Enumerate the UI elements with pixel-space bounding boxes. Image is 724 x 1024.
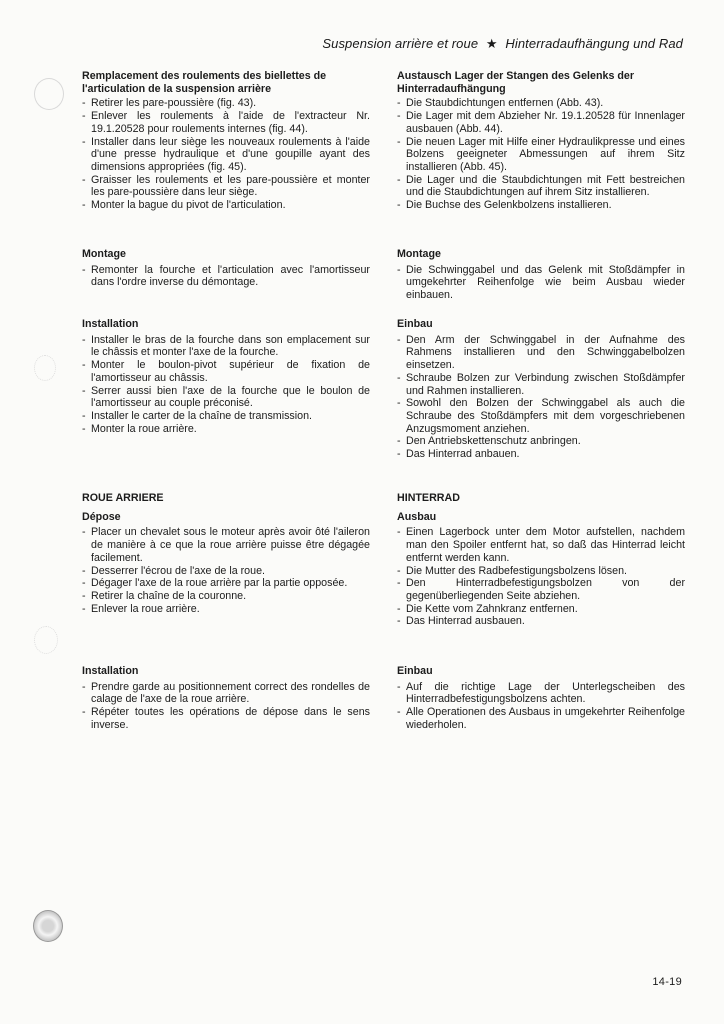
list-item: - Placer un chevalet sous le moteur après avoir ôté l'aileron de manière à ce que la roue arrière puisse être dégagée facilement. bbox=[82, 526, 370, 564]
list-item: - Die Lager mit dem Abzieher Nr. 19.1.20528 für Innenlager ausbauen (Abb. 44). bbox=[397, 110, 685, 135]
list-item: - Das Hinterrad anbauen. bbox=[397, 448, 685, 461]
step-list bbox=[397, 681, 685, 732]
punch-hole-mark bbox=[34, 626, 58, 654]
list-item: - Schraube Bolzen zur Verbindung zwischen Stoßdämpfer und Rahmen installieren. bbox=[397, 372, 685, 397]
list-item: - Dégager l'axe de la roue arrière par la partie opposée. bbox=[82, 577, 370, 590]
list-item: - Installer le bras de la fourche dans son emplacement sur le châssis et monter l'axe de la fourche. bbox=[82, 334, 370, 359]
section-heading: Montage bbox=[82, 248, 126, 260]
list-item: - Serrer aussi bien l'axe de la fourche que le boulon de l'amortisseur au couple préconisé. bbox=[82, 385, 370, 410]
list-item: - Den Hinterradbefestigungsbolzen von der gegenüberliegenden Seite abziehen. bbox=[397, 577, 685, 602]
section-montage-de bbox=[397, 248, 685, 302]
section-title: HINTERRAD bbox=[397, 492, 460, 504]
step-list bbox=[397, 526, 685, 628]
step-list bbox=[82, 334, 370, 436]
list-item: - Monter la roue arrière. bbox=[82, 423, 370, 436]
section-bearing-replacement-de bbox=[397, 70, 685, 212]
list-item: - Monter la bague du pivot de l'articulation. bbox=[82, 199, 370, 212]
list-item: - Graisser les roulements et les pare-poussière et monter les pare-poussière dans leur siège. bbox=[82, 174, 370, 199]
list-item: - Sowohl den Bolzen der Schwinggabel als auch die Schraube des Stoßdämpfers mit dem vorgeschriebenen Anzugsmoment anziehen. bbox=[397, 397, 685, 435]
list-item: - Retirer les pare-poussière (fig. 43). bbox=[82, 97, 370, 110]
section-heading: Dépose bbox=[82, 510, 121, 523]
punch-hole-mark bbox=[34, 78, 64, 110]
running-header bbox=[322, 36, 683, 52]
step-list bbox=[82, 97, 370, 211]
list-item: - Das Hinterrad ausbauen. bbox=[397, 615, 685, 628]
list-item: - Den Arm der Schwinggabel in der Aufnahme des Rahmens installieren und den Schwinggabelbolzen einsetzen. bbox=[397, 334, 685, 372]
section-bearing-replacement-fr bbox=[82, 70, 370, 212]
list-item: - Die Buchse des Gelenkbolzens installieren. bbox=[397, 199, 685, 212]
list-item: - Den Antriebskettenschutz anbringen. bbox=[397, 435, 685, 448]
step-list bbox=[82, 264, 370, 289]
list-item: - Die neuen Lager mit Hilfe einer Hydraulikpresse und eines Bolzens geeigneter Abmessungen auf ihrem Sitz installieren (Abb. 45). bbox=[397, 136, 685, 174]
step-list bbox=[397, 264, 685, 302]
punch-hole-mark bbox=[33, 910, 63, 942]
list-item: - Auf die richtige Lage der Unterlegscheiben des Hinterradbefestigungsbolzens achten. bbox=[397, 681, 685, 706]
list-item: - Retirer la chaîne de la couronne. bbox=[82, 590, 370, 603]
step-list bbox=[82, 681, 370, 732]
section-heading: Einbau bbox=[397, 318, 433, 330]
list-item: - Enlever la roue arrière. bbox=[82, 603, 370, 616]
step-list bbox=[397, 334, 685, 461]
list-item: - Monter le boulon-pivot supérieur de fixation de l'amortisseur au châssis. bbox=[82, 359, 370, 384]
list-item: - Einen Lagerbock unter dem Motor aufstellen, nachdem man den Spoiler entfernt hat, so daß das Hinterrad leicht entfernt werden kann. bbox=[397, 526, 685, 564]
punch-hole-mark bbox=[34, 355, 56, 381]
step-list bbox=[82, 526, 370, 615]
list-item: - Die Kette vom Zahnkranz entfernen. bbox=[397, 603, 685, 616]
section-heading: Einbau bbox=[397, 665, 433, 677]
star-icon: ★ bbox=[485, 36, 498, 51]
section-title: ROUE ARRIERE bbox=[82, 492, 164, 504]
list-item: - Prendre garde au positionnement correct des rondelles de calage de l'axe de la roue arrière. bbox=[82, 681, 370, 706]
section-heading: Installation bbox=[82, 318, 139, 330]
section-heading: Ausbau bbox=[397, 510, 437, 523]
header-title-fr: Suspension arrière et roue bbox=[322, 36, 479, 51]
list-item: - Die Mutter des Radbefestigungsbolzens lösen. bbox=[397, 565, 685, 578]
section-rear-wheel-removal-de bbox=[397, 492, 685, 628]
section-montage-fr bbox=[82, 248, 370, 289]
section-rear-wheel-installation-fr bbox=[82, 665, 370, 732]
section-title: Remplacement des roulements des biellettes de l'articulation de la suspension arrière bbox=[82, 70, 327, 95]
header-title-de: Hinterradaufhängung und Rad bbox=[505, 36, 683, 51]
section-heading: Installation bbox=[82, 665, 139, 677]
section-title: Austausch Lager der Stangen des Gelenks der Hinterradaufhängung bbox=[397, 70, 634, 95]
list-item: - Die Schwinggabel und das Gelenk mit Stoßdämpfer in umgekehrter Reihenfolge wie beim Ausbau wieder einbauen. bbox=[397, 264, 685, 302]
list-item: - Alle Operationen des Ausbaus in umgekehrter Reihenfolge wiederholen. bbox=[397, 706, 685, 731]
list-item: - Installer dans leur siège les nouveaux roulements à l'aide d'une presse hydraulique et d'une goupille ayant des dimensions appropriées (fig. 45). bbox=[82, 136, 370, 174]
section-rear-wheel-removal-fr bbox=[82, 492, 370, 615]
list-item: - Répéter toutes les opérations de dépose dans le sens inverse. bbox=[82, 706, 370, 731]
section-heading: Montage bbox=[397, 248, 441, 260]
list-item: - Desserrer l'écrou de l'axe de la roue. bbox=[82, 565, 370, 578]
page-number: 14-19 bbox=[652, 976, 682, 988]
step-list bbox=[397, 97, 685, 211]
section-installation-fr bbox=[82, 318, 370, 435]
list-item: - Enlever les roulements à l'aide de l'extracteur Nr. 19.1.20528 pour roulements internes (fig. 44). bbox=[82, 110, 370, 135]
section-einbau-de bbox=[397, 318, 685, 461]
list-item: - Remonter la fourche et l'articulation avec l'amortisseur dans l'ordre inverse du démontage. bbox=[82, 264, 370, 289]
list-item: - Installer le carter de la chaîne de transmission. bbox=[82, 410, 370, 423]
list-item: - Die Lager und die Staubdichtungen mit Fett bestreichen und die Staubdichtungen auf ihrem Sitz installieren. bbox=[397, 174, 685, 199]
section-rear-wheel-installation-de bbox=[397, 665, 685, 732]
list-item: - Die Staubdichtungen entfernen (Abb. 43). bbox=[397, 97, 685, 110]
